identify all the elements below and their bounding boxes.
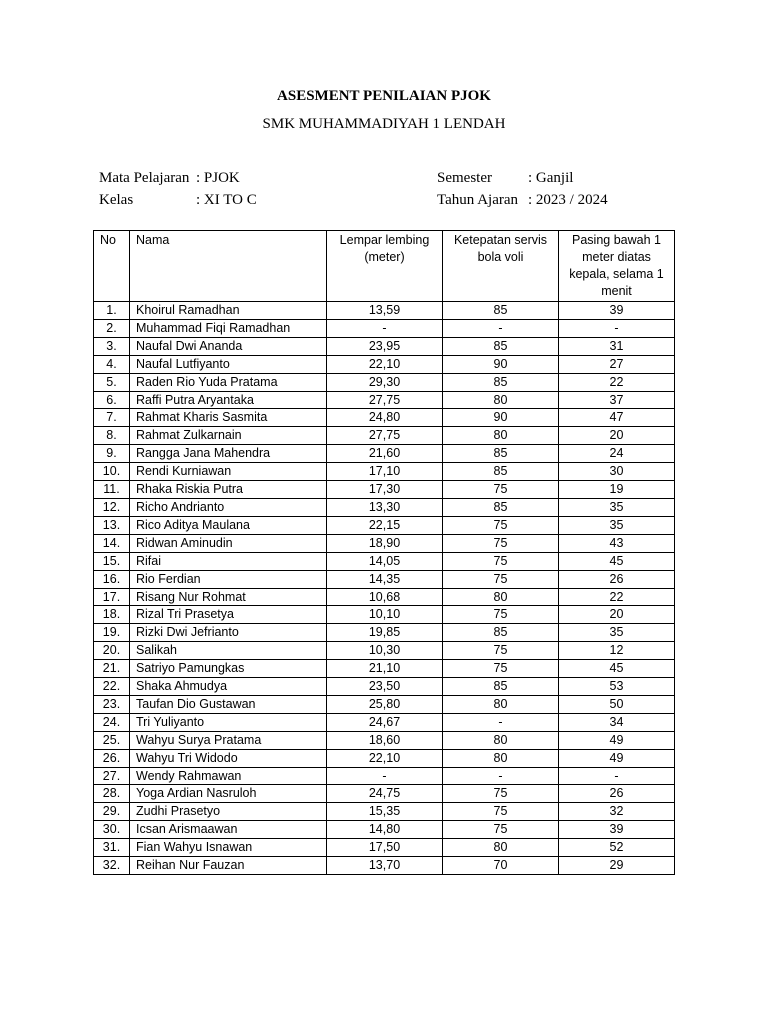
cell-serve: 80 — [443, 839, 559, 857]
cell-name: Naufal Dwi Ananda — [130, 337, 327, 355]
cell-javelin: 13,59 — [327, 302, 443, 320]
cell-no: 13. — [94, 516, 130, 534]
cell-javelin: 13,30 — [327, 498, 443, 516]
cell-no: 25. — [94, 731, 130, 749]
cell-pass: 27 — [559, 355, 675, 373]
meta-year-row — [437, 192, 677, 214]
cell-serve: 85 — [443, 373, 559, 391]
cell-javelin: 15,35 — [327, 803, 443, 821]
cell-no: 31. — [94, 839, 130, 857]
cell-name: Taufan Dio Gustawan — [130, 695, 327, 713]
table-row — [94, 695, 675, 713]
cell-no: 7. — [94, 409, 130, 427]
subject-value: : PJOK — [196, 170, 240, 186]
cell-name: Wahyu Tri Widodo — [130, 749, 327, 767]
class-label: Kelas — [99, 192, 134, 208]
cell-pass: 20 — [559, 606, 675, 624]
cell-javelin: 17,10 — [327, 463, 443, 481]
cell-serve: 80 — [443, 749, 559, 767]
cell-no: 5. — [94, 373, 130, 391]
cell-javelin: 10,68 — [327, 588, 443, 606]
cell-serve: 90 — [443, 409, 559, 427]
cell-name: Rendi Kurniawan — [130, 463, 327, 481]
cell-name: Shaka Ahmudya — [130, 678, 327, 696]
cell-pass: 24 — [559, 445, 675, 463]
table-row — [94, 427, 675, 445]
table-row — [94, 570, 675, 588]
cell-serve: - — [443, 713, 559, 731]
cell-pass: 53 — [559, 678, 675, 696]
cell-serve: - — [443, 767, 559, 785]
cell-serve: 75 — [443, 606, 559, 624]
cell-no: 26. — [94, 749, 130, 767]
cell-name: Rhaka Riskia Putra — [130, 481, 327, 499]
table-row — [94, 713, 675, 731]
cell-pass: 37 — [559, 391, 675, 409]
cell-pass: 52 — [559, 839, 675, 857]
meta-class-row — [99, 192, 339, 214]
table-row — [94, 606, 675, 624]
cell-javelin: - — [327, 767, 443, 785]
table-row — [94, 516, 675, 534]
cell-serve: 75 — [443, 660, 559, 678]
meta-left — [99, 170, 339, 214]
cell-javelin: 29,30 — [327, 373, 443, 391]
cell-pass: 45 — [559, 552, 675, 570]
cell-name: Salikah — [130, 642, 327, 660]
year-label: Tahun Ajaran — [437, 192, 519, 208]
cell-pass: 34 — [559, 713, 675, 731]
cell-name: Rangga Jana Mahendra — [130, 445, 327, 463]
cell-pass: 26 — [559, 570, 675, 588]
cell-serve: 75 — [443, 534, 559, 552]
cell-javelin: 17,30 — [327, 481, 443, 499]
header-javelin: Lempar lembing (meter) — [327, 231, 443, 302]
cell-no: 18. — [94, 606, 130, 624]
subject-label: Mata Pelajaran — [99, 170, 190, 186]
cell-javelin: 17,50 — [327, 839, 443, 857]
cell-pass: 47 — [559, 409, 675, 427]
school-name: SMK MUHAMMADIYAH 1 LENDAH — [262, 116, 506, 132]
cell-serve: 85 — [443, 624, 559, 642]
cell-javelin: 24,75 — [327, 785, 443, 803]
cell-no: 15. — [94, 552, 130, 570]
meta-subject-row — [99, 170, 339, 192]
cell-name: Icsan Arismaawan — [130, 821, 327, 839]
cell-pass: 35 — [559, 516, 675, 534]
table-row — [94, 409, 675, 427]
cell-javelin: 22,10 — [327, 355, 443, 373]
cell-javelin: 19,85 — [327, 624, 443, 642]
cell-serve: 80 — [443, 391, 559, 409]
cell-pass: 39 — [559, 821, 675, 839]
cell-pass: 35 — [559, 498, 675, 516]
cell-serve: 80 — [443, 427, 559, 445]
table-row — [94, 624, 675, 642]
table-row — [94, 660, 675, 678]
meta-semester-row — [437, 170, 677, 192]
cell-no: 11. — [94, 481, 130, 499]
cell-no: 20. — [94, 642, 130, 660]
table-row — [94, 857, 675, 875]
table-row — [94, 731, 675, 749]
cell-no: 22. — [94, 678, 130, 696]
header-no: No — [94, 231, 130, 302]
cell-name: Yoga Ardian Nasruloh — [130, 785, 327, 803]
cell-serve: 85 — [443, 445, 559, 463]
cell-no: 2. — [94, 319, 130, 337]
cell-name: Tri Yuliyanto — [130, 713, 327, 731]
table-row — [94, 373, 675, 391]
class-value: : XI TO C — [196, 192, 257, 208]
cell-pass: - — [559, 767, 675, 785]
cell-javelin: 21,10 — [327, 660, 443, 678]
cell-name: Raffi Putra Aryantaka — [130, 391, 327, 409]
meta-right — [437, 170, 677, 214]
cell-javelin: 22,15 — [327, 516, 443, 534]
cell-pass: 30 — [559, 463, 675, 481]
cell-pass: 43 — [559, 534, 675, 552]
header-name: Nama — [130, 231, 327, 302]
cell-pass: 31 — [559, 337, 675, 355]
cell-pass: 22 — [559, 373, 675, 391]
header-pass: Pasing bawah 1 meter diatas kepala, selama 1 menit — [559, 231, 675, 302]
semester-value: : Ganjil — [528, 170, 574, 186]
cell-name: Rizal Tri Prasetya — [130, 606, 327, 624]
cell-name: Wendy Rahmawan — [130, 767, 327, 785]
cell-no: 29. — [94, 803, 130, 821]
cell-serve: 70 — [443, 857, 559, 875]
table-row — [94, 839, 675, 857]
table-header-row — [94, 231, 675, 302]
cell-pass: 50 — [559, 695, 675, 713]
cell-javelin: 10,30 — [327, 642, 443, 660]
cell-pass: - — [559, 319, 675, 337]
cell-no: 27. — [94, 767, 130, 785]
cell-pass: 39 — [559, 302, 675, 320]
cell-no: 14. — [94, 534, 130, 552]
cell-name: Zudhi Prasetyo — [130, 803, 327, 821]
cell-no: 16. — [94, 570, 130, 588]
cell-name: Reihan Nur Fauzan — [130, 857, 327, 875]
table-row — [94, 767, 675, 785]
cell-name: Wahyu Surya Pratama — [130, 731, 327, 749]
cell-serve: 75 — [443, 552, 559, 570]
cell-serve: 75 — [443, 642, 559, 660]
cell-javelin: 14,80 — [327, 821, 443, 839]
cell-serve: - — [443, 319, 559, 337]
header-serve: Ketepatan servis bola voli — [443, 231, 559, 302]
year-value: : 2023 / 2024 — [528, 192, 608, 208]
table-row — [94, 749, 675, 767]
cell-serve: 85 — [443, 463, 559, 481]
cell-name: Rio Ferdian — [130, 570, 327, 588]
table-row — [94, 588, 675, 606]
cell-javelin: 27,75 — [327, 391, 443, 409]
cell-no: 19. — [94, 624, 130, 642]
cell-pass: 19 — [559, 481, 675, 499]
table-row — [94, 821, 675, 839]
cell-name: Rahmat Zulkarnain — [130, 427, 327, 445]
cell-javelin: 25,80 — [327, 695, 443, 713]
table-row — [94, 481, 675, 499]
cell-no: 30. — [94, 821, 130, 839]
cell-pass: 49 — [559, 749, 675, 767]
document-title: ASESMENT PENILAIAN PJOK — [277, 88, 491, 104]
cell-no: 28. — [94, 785, 130, 803]
cell-javelin: - — [327, 319, 443, 337]
table-row — [94, 785, 675, 803]
cell-serve: 90 — [443, 355, 559, 373]
cell-no: 3. — [94, 337, 130, 355]
cell-javelin: 24,67 — [327, 713, 443, 731]
table-row — [94, 498, 675, 516]
cell-name: Rahmat Kharis Sasmita — [130, 409, 327, 427]
cell-serve: 80 — [443, 588, 559, 606]
cell-no: 21. — [94, 660, 130, 678]
cell-name: Naufal Lutfiyanto — [130, 355, 327, 373]
cell-name: Ridwan Aminudin — [130, 534, 327, 552]
cell-serve: 75 — [443, 785, 559, 803]
cell-no: 23. — [94, 695, 130, 713]
cell-javelin: 21,60 — [327, 445, 443, 463]
cell-pass: 35 — [559, 624, 675, 642]
cell-serve: 85 — [443, 302, 559, 320]
table-row — [94, 337, 675, 355]
cell-javelin: 18,60 — [327, 731, 443, 749]
cell-pass: 49 — [559, 731, 675, 749]
cell-javelin: 10,10 — [327, 606, 443, 624]
cell-name: Fian Wahyu Isnawan — [130, 839, 327, 857]
cell-serve: 85 — [443, 498, 559, 516]
cell-javelin: 13,70 — [327, 857, 443, 875]
cell-pass: 20 — [559, 427, 675, 445]
cell-no: 17. — [94, 588, 130, 606]
cell-pass: 22 — [559, 588, 675, 606]
table-row — [94, 463, 675, 481]
table-row — [94, 355, 675, 373]
cell-serve: 85 — [443, 337, 559, 355]
cell-name: Risang Nur Rohmat — [130, 588, 327, 606]
cell-no: 12. — [94, 498, 130, 516]
cell-javelin: 23,95 — [327, 337, 443, 355]
cell-name: Rifai — [130, 552, 327, 570]
cell-javelin: 14,35 — [327, 570, 443, 588]
cell-name: Richo Andrianto — [130, 498, 327, 516]
cell-name: Muhammad Fiqi Ramadhan — [130, 319, 327, 337]
cell-javelin: 23,50 — [327, 678, 443, 696]
cell-name: Raden Rio Yuda Pratama — [130, 373, 327, 391]
cell-no: 32. — [94, 857, 130, 875]
cell-pass: 29 — [559, 857, 675, 875]
score-table — [93, 230, 675, 875]
cell-no: 8. — [94, 427, 130, 445]
table-row — [94, 678, 675, 696]
cell-no: 1. — [94, 302, 130, 320]
table-row — [94, 445, 675, 463]
cell-no: 6. — [94, 391, 130, 409]
table-row — [94, 534, 675, 552]
cell-name: Khoirul Ramadhan — [130, 302, 327, 320]
cell-serve: 80 — [443, 695, 559, 713]
cell-javelin: 22,10 — [327, 749, 443, 767]
table-row — [94, 552, 675, 570]
cell-pass: 26 — [559, 785, 675, 803]
table-row — [94, 319, 675, 337]
cell-name: Rizki Dwi Jefrianto — [130, 624, 327, 642]
cell-javelin: 27,75 — [327, 427, 443, 445]
cell-pass: 45 — [559, 660, 675, 678]
semester-label: Semester — [437, 170, 492, 186]
cell-serve: 75 — [443, 821, 559, 839]
cell-name: Rico Aditya Maulana — [130, 516, 327, 534]
table-row — [94, 642, 675, 660]
cell-serve: 80 — [443, 731, 559, 749]
cell-serve: 75 — [443, 803, 559, 821]
cell-pass: 32 — [559, 803, 675, 821]
cell-no: 24. — [94, 713, 130, 731]
cell-serve: 75 — [443, 481, 559, 499]
table-row — [94, 391, 675, 409]
cell-serve: 85 — [443, 678, 559, 696]
table-row — [94, 803, 675, 821]
cell-serve: 75 — [443, 570, 559, 588]
cell-javelin: 24,80 — [327, 409, 443, 427]
cell-no: 4. — [94, 355, 130, 373]
cell-javelin: 18,90 — [327, 534, 443, 552]
table-body — [94, 302, 675, 875]
cell-no: 10. — [94, 463, 130, 481]
cell-serve: 75 — [443, 516, 559, 534]
cell-pass: 12 — [559, 642, 675, 660]
cell-no: 9. — [94, 445, 130, 463]
table-row — [94, 302, 675, 320]
cell-name: Satriyo Pamungkas — [130, 660, 327, 678]
cell-javelin: 14,05 — [327, 552, 443, 570]
